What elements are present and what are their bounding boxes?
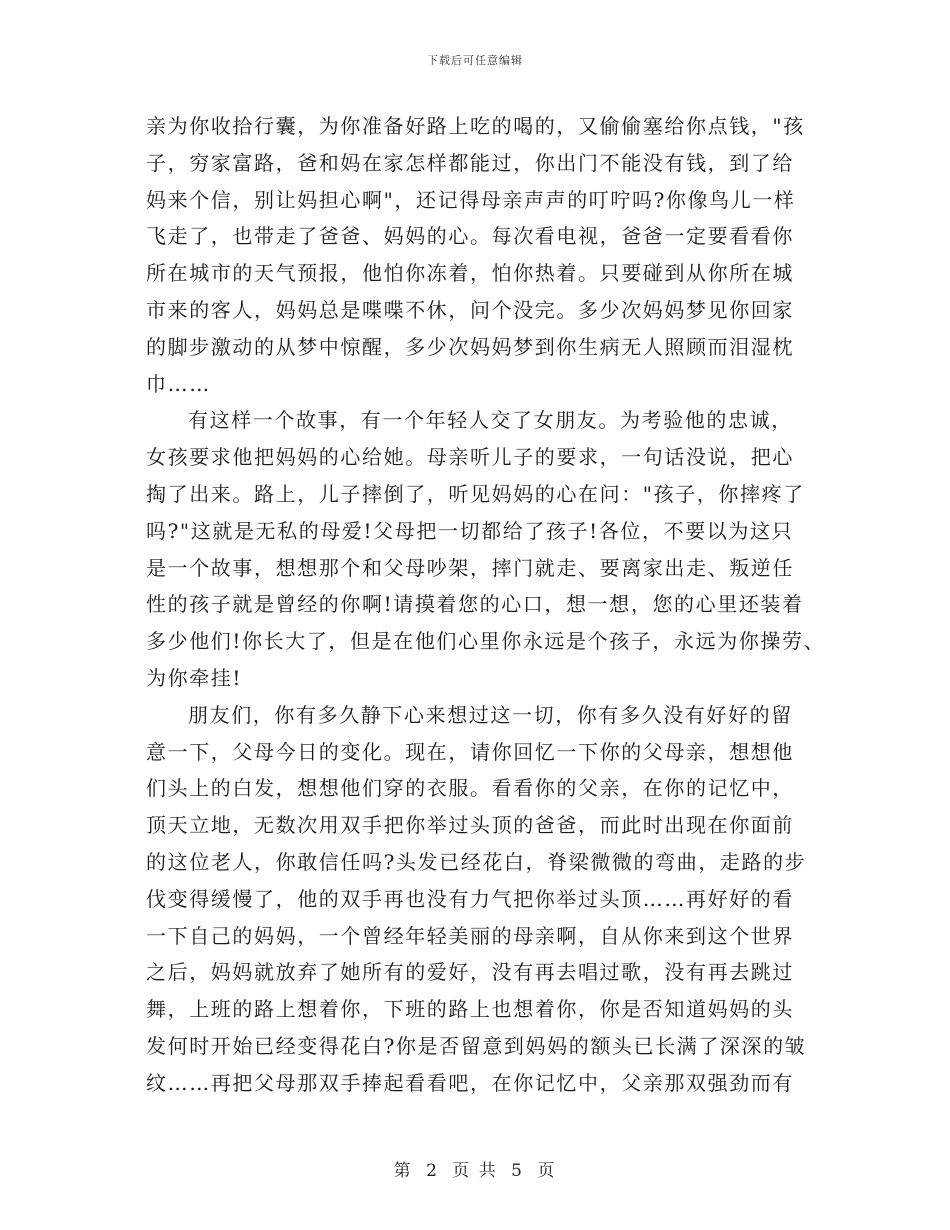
text-line: 吗?"这就是无私的母爱!父母把一切都给了孩子!各位，不要以为这只 (146, 518, 794, 543)
text-line: 女孩要求他把妈妈的心给她。母亲听儿子的要求，一句话没说，把心 (146, 445, 794, 470)
header-note: 下载后可任意编辑 (427, 54, 523, 67)
text-line: 有这样一个故事，有一个年轻人交了女朋友。为考验他的忠诚， (188, 408, 793, 433)
page-footer (0, 1156, 950, 1181)
text-line: 掏了出来。路上，儿子摔倒了，听见妈妈的心在问："孩子，你摔疼了 (146, 481, 805, 506)
text-line: 多少他们!你长大了，但是在他们心里你永远是个孩子，永远为你操劳、 (146, 629, 826, 654)
text-line: 一下自己的妈妈，一个曾经年轻美丽的母亲啊，自从你来到这个世界 (146, 923, 794, 948)
text-line: 为你牵挂! (146, 665, 243, 690)
text-line: 子，穷家富路，爸和妈在家怎样都能过，你出门不能没有钱，到了给 (146, 150, 794, 175)
text-line: 性的孩子就是曾经的你啊!请摸着您的心口，想一想，您的心里还装着 (146, 592, 804, 617)
text-line: 之后，妈妈就放弃了她所有的爱好，没有再去唱过歌，没有再去跳过 (146, 960, 794, 985)
total-pages-number: 5 (511, 1161, 524, 1181)
text-line: 纹……再把父母那双手捧起看看吧，在你记忆中，父亲那双强劲而有 (146, 1070, 794, 1095)
document-body (146, 108, 826, 1102)
page-label-suffix: 页 (537, 1161, 557, 1181)
text-line: 飞走了，也带走了爸爸、妈妈的心。每次看电视，爸爸一定要看看你 (146, 224, 794, 249)
text-line: 发何时开始已经变得花白?你是否留意到妈妈的额头已长满了深深的皱 (146, 1033, 807, 1058)
text-line: 市来的客人，妈妈总是喋喋不休，问个没完。多少次妈妈梦见你回家 (146, 297, 794, 322)
text-line: 意一下，父母今日的变化。现在，请你回忆一下你的父母亲，想想他 (146, 739, 794, 764)
text-line: 朋友们，你有多久静下心来想过这一切，你有多久没有好好的留 (188, 702, 793, 727)
text-line: 们头上的白发，想想他们穿的衣服。看看你的父亲，在你的记忆中， (146, 776, 794, 801)
page-label-mid: 页 共 (452, 1161, 498, 1181)
text-line: 舞，上班的路上想着你，下班的路上也想着你，你是否知道妈妈的头 (146, 997, 794, 1022)
current-page-number: 2 (426, 1161, 439, 1181)
paragraph-3 (146, 697, 816, 1102)
text-line: 的脚步激动的从梦中惊醒，多少次妈妈梦到你生病无人照顾而泪湿枕 (146, 334, 794, 359)
page-label-prefix: 第 (393, 1161, 413, 1181)
paragraph-1 (146, 108, 816, 402)
text-line: 巾…… (146, 371, 211, 396)
text-line: 的这位老人，你敢信任吗?头发已经花白，脊梁微微的弯曲，走路的步 (146, 849, 807, 874)
text-line: 伐变得缓慢了，他的双手再也没有力气把你举过头顶……再好好的看 (146, 886, 794, 911)
text-line: 所在城市的天气预报，他怕你冻着，怕你热着。只要碰到从你所在城 (146, 261, 794, 286)
text-line: 亲为你收拾行囊，为你准备好路上吃的喝的，又偷偷塞给你点钱，"孩 (146, 114, 805, 138)
text-line: 是一个故事，想想那个和父母吵架，摔门就走、要离家出走、叛逆任 (146, 555, 794, 580)
paragraph-2 (146, 402, 826, 696)
text-line: 妈来个信，别让妈担心啊"，还记得母亲声声的叮咛吗?你像鸟儿一样 (146, 187, 796, 212)
text-line: 顶天立地，无数次用双手把你举过头顶的爸爸，而此时出现在你面前 (146, 813, 794, 838)
